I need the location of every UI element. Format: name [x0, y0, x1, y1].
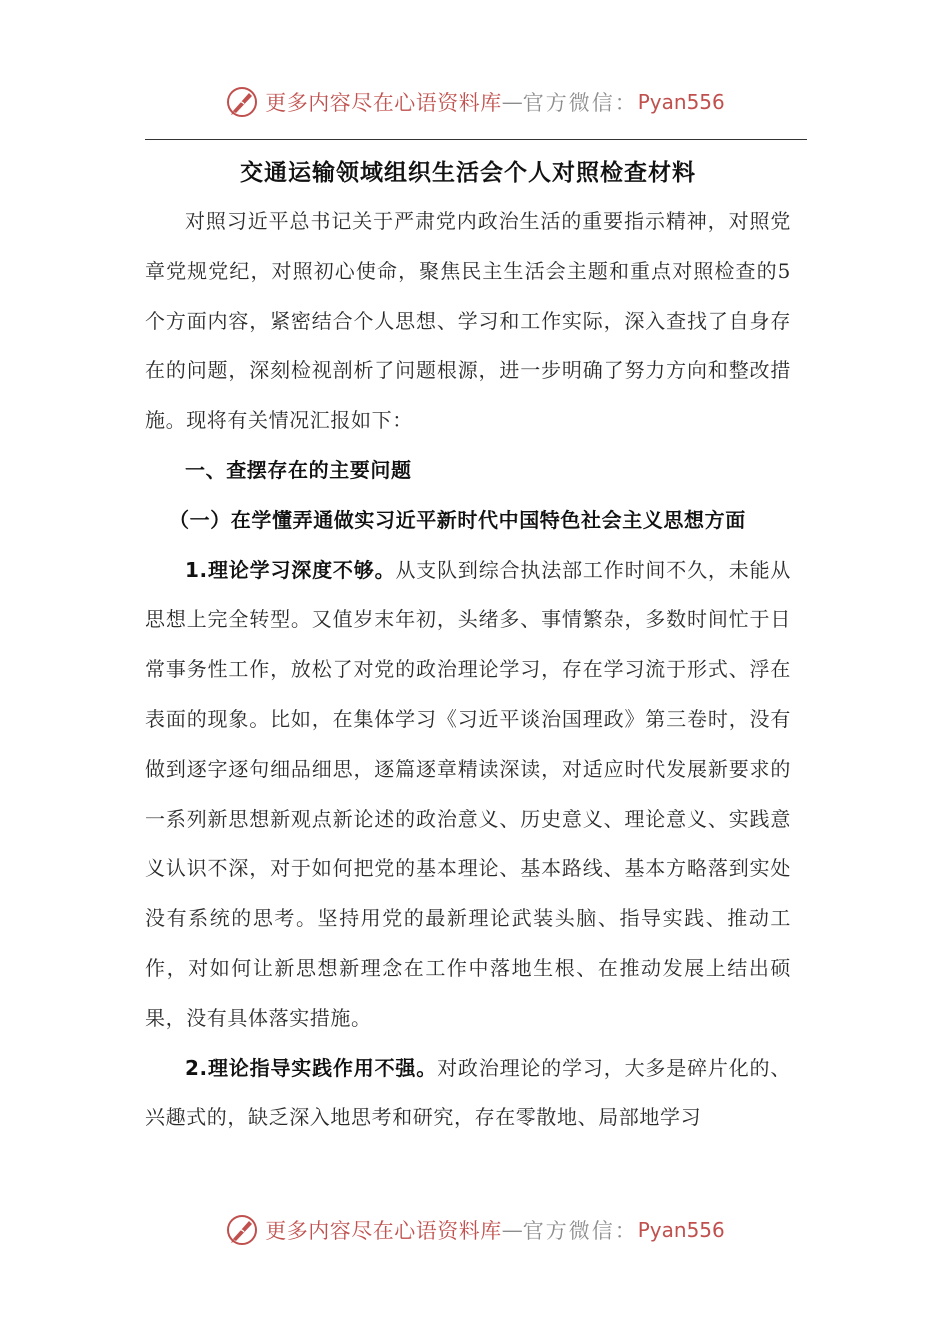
watermark-id: Pyan556 [637, 90, 725, 114]
header-rule [145, 139, 807, 140]
intro-paragraph: 对照习近平总书记关于严肃党内政治生活的重要指示精神，对照党章党规党纪，对照初心使命，聚焦民主生活会主题和重点对照检查的5个方面内容，紧密结合个人思想、学习和工作实际，深入查找了自身存在的问题，深刻检视剖析了问题根源，进一步明确了努力方向和整改措施。现将有关情况汇报如下： [145, 209, 791, 433]
item-2-paragraph [145, 1044, 791, 1144]
item-1-body: 从支队到综合执法部工作时间不久，未能从思想上完全转型。又值岁末年初，头绪多、事情繁杂，多数时间忙于日常事务性工作，放松了对党的政治理论学习，存在学习流于形式、浮在表面的现象。比如，在集体学习《习近平谈治国理政》第三卷时，没有做到逐字逐句细品细思，逐篇逐章精读深读，对适应时代发展新要求的一系列新思想新观点新论述的政治意义、历史意义、理论意义、实践意义认识不深，对于如何把党的基本理论、基本路线、基本方略落到实处没有系统的思考。坚持用党的最新理论武装头脑、指导实践、推动工作，对如何让新思想新理念在工作中落地生根、在推动发展上结出硕果，没有具体落实措施。 [145, 557, 791, 1030]
quill-logo-icon [225, 85, 259, 119]
watermark-banner-bottom [0, 1210, 950, 1250]
document-title: 交通运输领域组织生活会个人对照检查材料 [240, 160, 696, 186]
document-body [145, 150, 791, 1143]
watermark-label: 官方微信： [522, 91, 638, 115]
watermark-id: Pyan556 [637, 1218, 725, 1242]
watermark-separator: — [501, 1218, 523, 1242]
item-2-lead: 2.理论指导实践作用不强。 [185, 1055, 438, 1080]
watermark-banner-top [0, 82, 950, 122]
watermark-main-text: 更多内容尽在心语资料库 [265, 1219, 502, 1243]
subsection-heading: （一）在学懂弄通做实习近平新时代中国特色社会主义思想方面 [169, 507, 746, 532]
watermark-label: 官方微信： [522, 1219, 638, 1243]
item-2-body: 对政治理论的学习，大多是碎片化的、兴趣式的，缺乏深入地思考和研究，存在零散地、局部地学习 [145, 1055, 791, 1130]
section-heading: 一、查摆存在的主要问题 [185, 457, 412, 482]
item-1-lead: 1.理论学习深度不够。 [185, 557, 396, 582]
watermark-separator: — [501, 90, 523, 114]
quill-logo-icon [225, 1213, 259, 1247]
item-1-paragraph [145, 546, 791, 1044]
watermark-main-text: 更多内容尽在心语资料库 [265, 91, 502, 115]
